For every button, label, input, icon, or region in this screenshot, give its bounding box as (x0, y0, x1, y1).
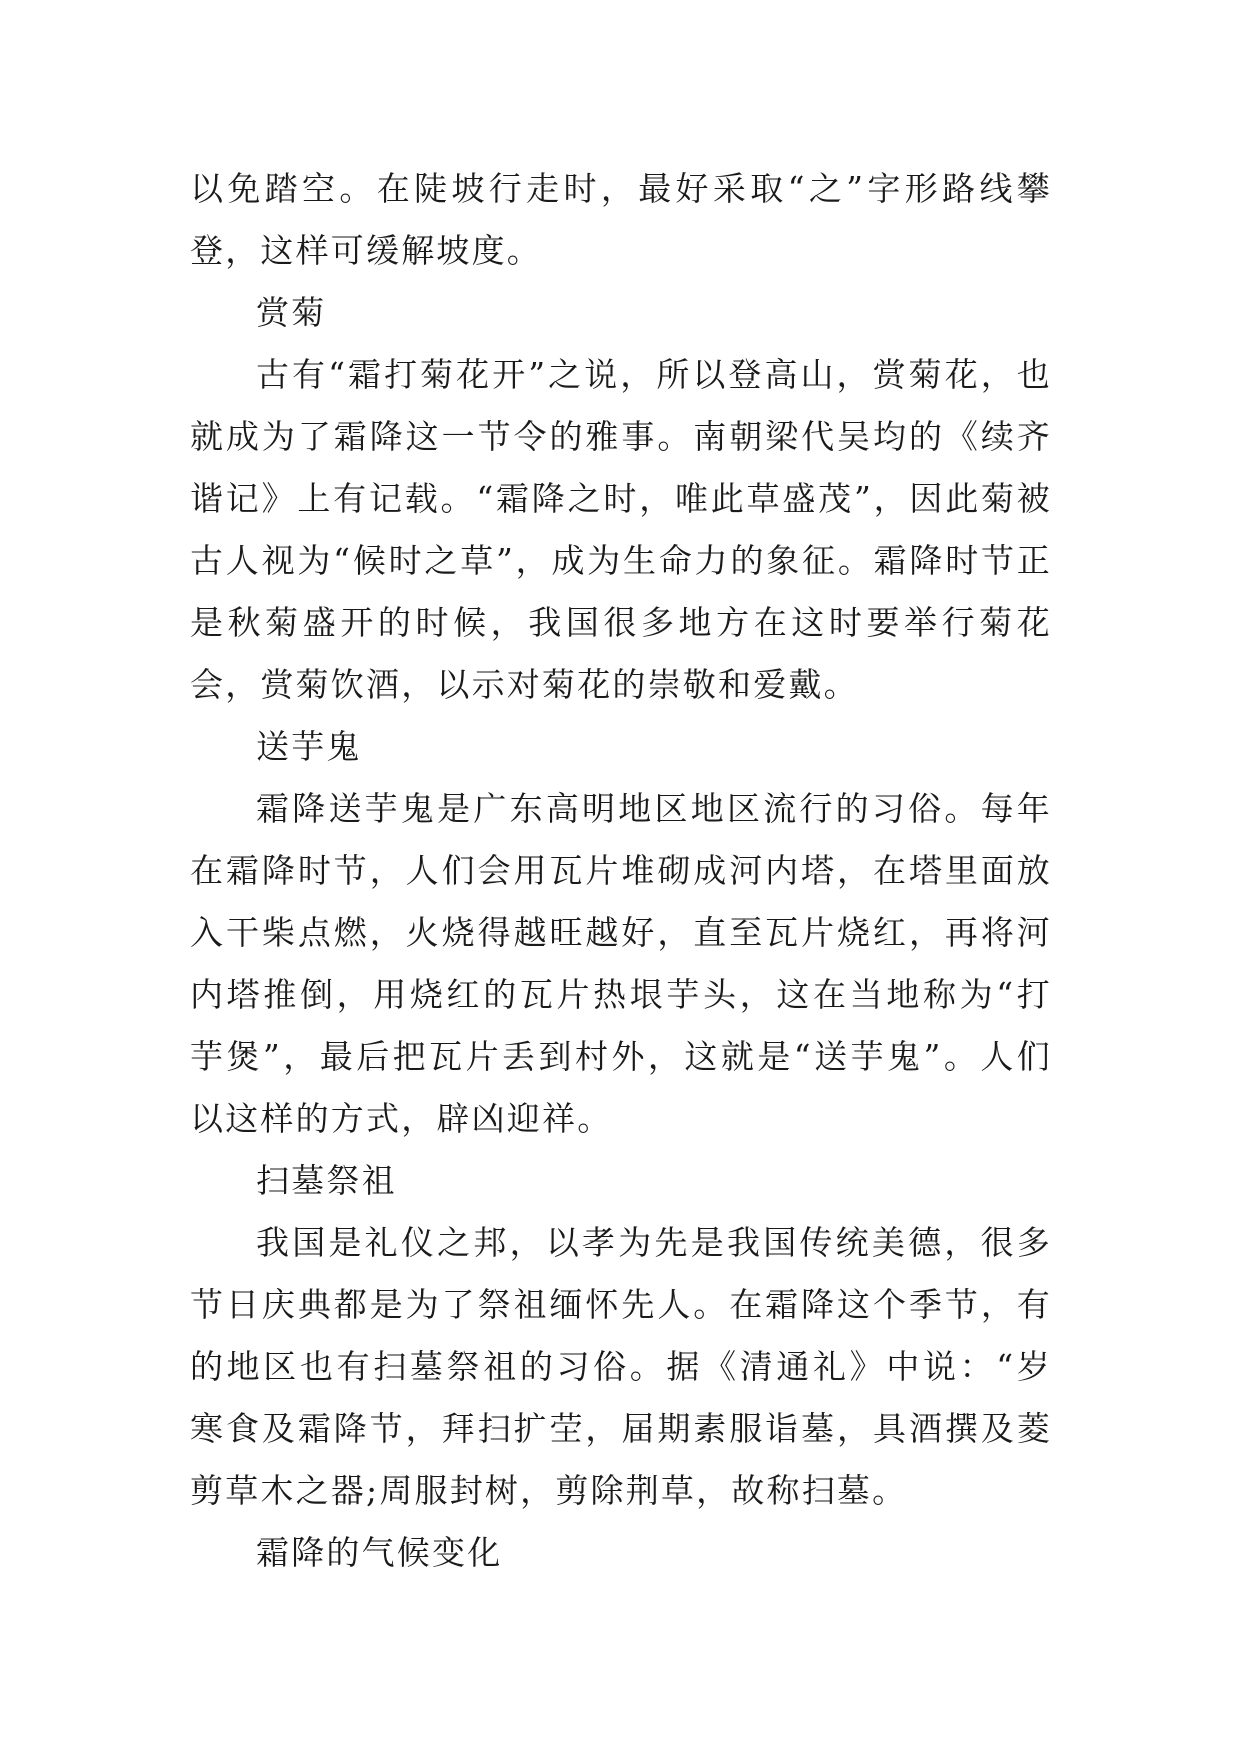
paragraph-taro-ghost: 霜降送芋鬼是广东高明地区地区流行的习俗。每年在霜降时节，人们会用瓦片堆砌成河内塔，在塔里面放入干柴点燃，火烧得越旺越好，直至瓦片烧红，再将河内塔推倒，用烧红的瓦片热垠芋头，这在当地称为“打芋煲”，最后把瓦片丢到村外，这就是“送芋鬼”。人们以这样的方式，辟凶迎祥。 (190, 789, 1052, 1138)
paragraph-ancestor-worship: 我国是礼仪之邦，以孝为先是我国传统美德，很多节日庆典都是为了祭祖缅怀先人。在霜降这个季节，有的地区也有扫墓祭祖的习俗。据《清通礼》中说：“岁寒食及霜降节，拜扫扩茔，届期素服诣墓，具酒撰及菱剪草木之器;周服封树，剪除荆草，故称扫墓。 (190, 1223, 1052, 1510)
section-heading-chrysanthemum: 赏菊 (256, 293, 327, 332)
paragraph-chrysanthemum: 古有“霜打菊花开”之说，所以登高山，赏菊花，也就成为了霜降这一节令的雅事。南朝梁代吴均的《续齐谐记》上有记载。“霜降之时，唯此草盛茂”，因此菊被古人视为“候时之草”，成为生命力的象征。霜降时节正是秋菊盛开的时候，我国很多地方在这时要举行菊花会，赏菊饮酒，以示对菊花的崇敬和爱戴。 (190, 355, 1052, 704)
section-heading-ancestor-worship: 扫墓祭祖 (256, 1161, 397, 1200)
section-heading-taro-ghost: 送芋鬼 (256, 727, 362, 766)
section-heading-climate-change: 霜降的气候变化 (256, 1533, 503, 1572)
document-body (190, 158, 1052, 1584)
paragraph-climbing-tips: 以免踏空。在陡坡行走时，最好采取“之”字形路线攀登，这样可缓解坡度。 (190, 169, 1052, 270)
